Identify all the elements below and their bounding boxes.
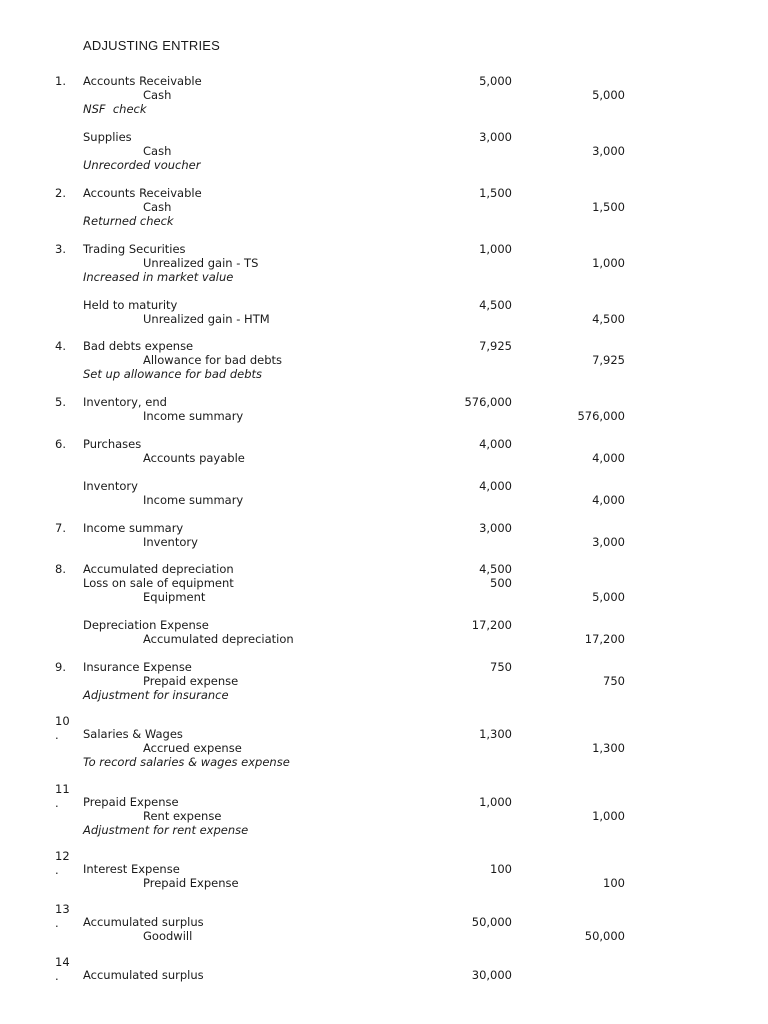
debit-account: Depreciation Expense [83,618,209,632]
credit-account: Income summary [143,408,244,423]
credit-account: Goodwill [143,928,193,943]
credit-account: Accounts payable [143,450,245,465]
entry-note: NSF check [83,101,147,116]
debit-amount: 576,000 [464,395,512,409]
entry-number: 4. [55,339,66,353]
entry-note: Adjustment for insurance [83,687,229,702]
debit-amount: 3,000 [479,130,512,144]
entry-note: Increased in market value [83,269,234,284]
debit-amount: 4,000 [479,479,512,493]
entry-number: 2. [55,186,66,200]
debit-account: Salaries & Wages [83,727,183,741]
debit-account: Interest Expense [83,862,180,876]
debit-amount: 1,000 [479,242,512,256]
debit-amount: 7,925 [479,339,512,353]
credit-amount: 576,000 [577,408,625,423]
entry-number: 5. [55,395,66,409]
credit-amount: 5,000 [592,589,625,604]
debit-account: Accounts Receivable [83,74,202,88]
credit-amount: 750 [603,673,625,688]
page-title: ADJUSTING ENTRIES [83,38,221,53]
debit-account: Inventory [83,479,138,493]
credit-amount: 1,300 [592,740,625,755]
entry-note: To record salaries & wages expense [83,754,290,769]
credit-account: Inventory [143,534,198,549]
credit-amount: 4,000 [592,450,625,465]
credit-account: Accumulated depreciation [143,631,294,646]
credit-account: Unrealized gain - HTM [143,311,270,326]
entry-number: 9. [55,660,66,674]
debit-account: Held to maturity [83,298,178,312]
debit-amount: 5,000 [479,74,512,88]
entry-note: Returned check [83,213,174,228]
debit-amount: 17,200 [471,618,512,632]
debit-account: Trading Securities [83,242,186,256]
credit-account: Prepaid Expense [143,875,239,890]
debit-account: Income summary [83,521,184,535]
credit-account: Unrealized gain - TS [143,255,259,270]
credit-amount: 4,500 [592,311,625,326]
debit-amount: 4,500 [479,298,512,312]
debit-amount: 1,000 [479,795,512,809]
credit-account: Allowance for bad debts [143,352,283,367]
debit-account: Loss on sale of equipment [83,575,234,590]
debit-amount: 1,300 [479,727,512,741]
credit-amount: 3,000 [592,534,625,549]
debit-account: Accumulated depreciation [83,562,234,576]
entry-number: 1. [55,74,66,88]
credit-amount: 17,200 [584,631,625,646]
debit-account: Purchases [83,437,142,451]
debit-account: Accounts Receivable [83,186,202,200]
credit-account: Cash [143,87,172,102]
debit-account: Bad debts expense [83,339,194,353]
entry-number: 10 . [55,714,70,742]
credit-account: Cash [143,199,172,214]
entry-number: 7. [55,521,66,535]
credit-amount: 1,500 [592,199,625,214]
entry-number: 3. [55,242,66,256]
debit-account: Accumulated surplus [83,968,204,982]
debit-amount: 4,500 [479,562,512,576]
debit-amount: 4,000 [479,437,512,451]
debit-account: Inventory, end [83,395,167,409]
credit-amount: 50,000 [584,928,625,943]
credit-amount: 4,000 [592,492,625,507]
debit-account: Supplies [83,130,132,144]
debit-account: Prepaid Expense [83,795,179,809]
entry-note: Adjustment for rent expense [83,822,249,837]
entry-note: Unrecorded voucher [83,157,201,172]
credit-amount: 7,925 [592,352,625,367]
credit-account: Accrued expense [143,740,242,755]
credit-account: Prepaid expense [143,673,239,688]
debit-amount: 1,500 [479,186,512,200]
credit-amount: 3,000 [592,143,625,158]
credit-account: Income summary [143,492,244,507]
credit-account: Cash [143,143,172,158]
entry-number: 12 . [55,849,70,877]
debit-amount: 100 [490,862,512,876]
debit-account: Accumulated surplus [83,915,204,929]
credit-amount: 100 [603,875,625,890]
debit-account: Insurance Expense [83,660,192,674]
credit-amount: 1,000 [592,808,625,823]
entry-number: 14 . [55,955,70,983]
debit-amount: 3,000 [479,521,512,535]
credit-amount: 1,000 [592,255,625,270]
entry-number: 13 . [55,902,70,930]
entry-number: 8. [55,562,66,576]
debit-amount: 30,000 [471,968,512,982]
credit-amount: 5,000 [592,87,625,102]
entry-number: 11 . [55,782,70,810]
debit-amount: 50,000 [471,915,512,929]
credit-account: Rent expense [143,808,222,823]
entry-number: 6. [55,437,66,451]
debit-amount: 750 [490,660,512,674]
credit-account: Equipment [143,589,206,604]
entry-note: Set up allowance for bad debts [83,366,262,381]
debit-amount: 500 [490,575,512,590]
